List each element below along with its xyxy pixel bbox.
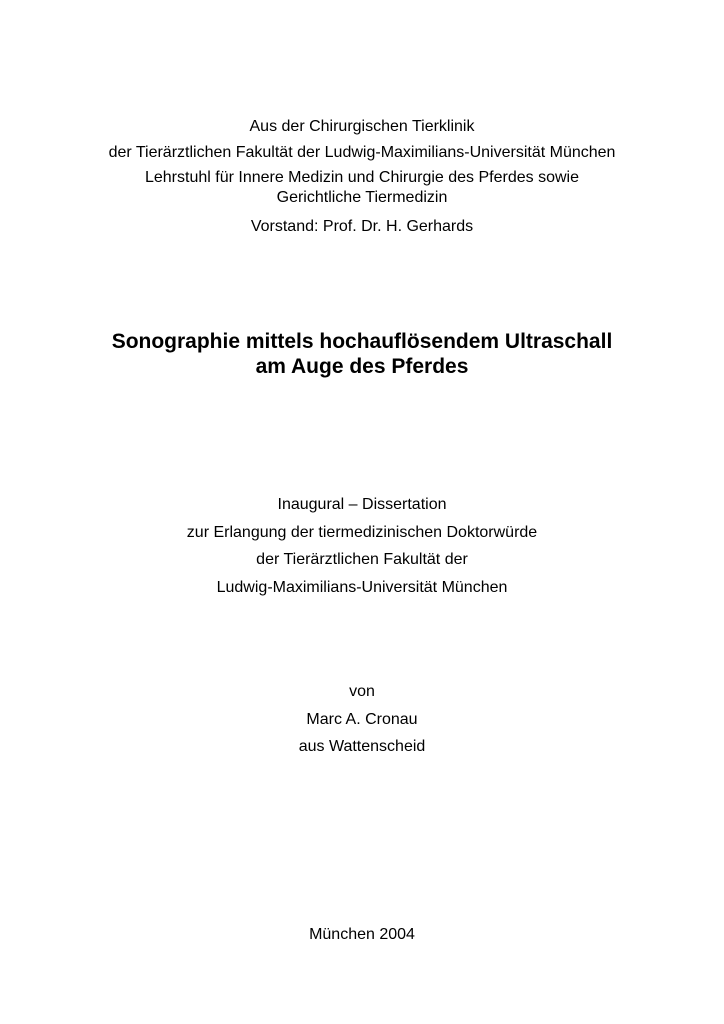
dissertation-description — [0, 491, 724, 601]
author-block — [0, 678, 724, 761]
place-and-year — [0, 922, 724, 948]
chair-name-line2: Gerichtliche Tiermedizin — [276, 189, 448, 206]
author-name: Marc A. Cronau — [306, 710, 418, 728]
awarding-university: Ludwig-Maximilians-Universität München — [216, 578, 508, 596]
degree-purpose: zur Erlangung der tiermedizinischen Doktorwürde — [186, 523, 538, 541]
clinic-name: Aus der Chirurgischen Tierklinik — [249, 118, 475, 135]
awarding-faculty: der Tierärztlichen Fakultät der — [256, 551, 468, 568]
chair-name-line1: Lehrstuhl für Innere Medizin und Chirurgie des Pferdes sowie — [144, 169, 579, 186]
institution-header — [0, 114, 724, 236]
dissertation-title — [0, 329, 724, 379]
faculty-name: der Tierärztlichen Fakultät der Ludwig-Maximilians-Universität München — [108, 144, 616, 161]
title-line2: am Auge des Pferdes — [255, 355, 469, 378]
author-origin: aus Wattenscheid — [298, 738, 426, 755]
author-by-label: von — [349, 683, 375, 700]
title-line1: Sonographie mittels hochauflösendem Ultraschall — [111, 330, 613, 353]
board-chair: Vorstand: Prof. Dr. H. Gerhards — [250, 218, 474, 235]
dissertation-type: Inaugural – Dissertation — [277, 496, 447, 513]
place-year-text: München 2004 — [309, 926, 415, 943]
